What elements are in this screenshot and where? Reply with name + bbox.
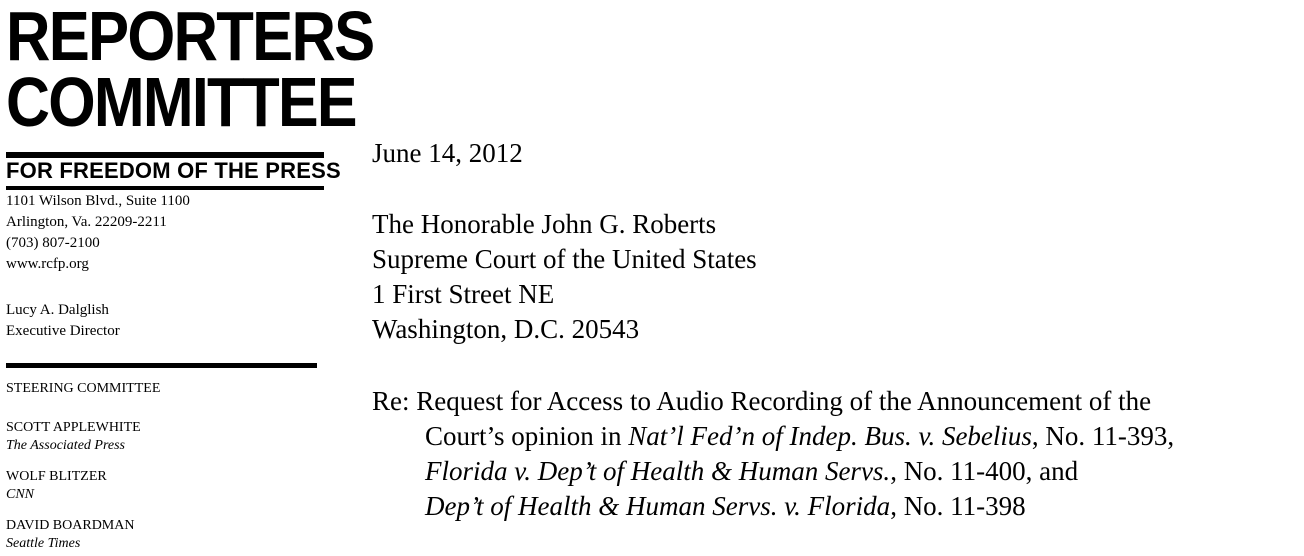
re-line-4 <box>372 489 1174 524</box>
case-number-2: , No. 11-400, and <box>890 456 1079 486</box>
recipient-name: The Honorable John G. Roberts <box>372 209 717 239</box>
member-name: DAVID BOARDMAN <box>6 518 135 533</box>
re-line-1 <box>372 384 1174 419</box>
address-phone: (703) 807-2100 <box>6 235 100 251</box>
case-name-1: Nat’l Fed’n of Indep. Bus. v. Sebelius <box>628 421 1032 451</box>
executive-director <box>6 300 326 342</box>
member-org: The Associated Press <box>6 438 125 453</box>
letter-date: June 14, 2012 <box>372 138 523 168</box>
logo-tagline: FOR FREEDOM OF THE PRESS <box>6 158 341 183</box>
recipient-court: Supreme Court of the United States <box>372 244 757 274</box>
case-number-3: , No. 11-398 <box>890 491 1026 521</box>
steering-member <box>6 419 141 455</box>
member-org: Seattle Times <box>6 536 81 551</box>
re-line-3 <box>372 454 1174 489</box>
steering-committee-heading: STEERING COMMITTEE <box>6 381 161 396</box>
recipient-street: 1 First Street NE <box>372 279 555 309</box>
recipient-city: Washington, D.C. 20543 <box>372 314 640 344</box>
re-subject: Request for Access to Audio Recording of the Announcement of the <box>416 386 1152 416</box>
case-name-3: Dep’t of Health & Human Servs. v. Florida <box>425 491 891 521</box>
case-number-1: , No. 11-393, <box>1031 421 1175 451</box>
member-name: WOLF BLITZER <box>6 469 107 484</box>
member-org: CNN <box>6 487 35 502</box>
director-title: Executive Director <box>6 323 120 339</box>
re-line-2 <box>372 419 1174 454</box>
rcfp-logo <box>6 0 374 183</box>
logo-line-reporters: REPORTERS <box>6 0 374 75</box>
address-street: 1101 Wilson Blvd., Suite 1100 <box>6 193 190 209</box>
logo-line-committee: COMMITTEE <box>6 63 356 141</box>
address-website: www.rcfp.org <box>6 256 89 272</box>
re-label: Re: <box>372 386 410 416</box>
case-name-2: Florida v. Dep’t of Health & Human Servs. <box>425 456 891 486</box>
member-name: SCOTT APPLEWHITE <box>6 420 141 435</box>
organization-address <box>6 191 326 275</box>
re-text: Court’s opinion in <box>425 421 629 451</box>
logo-rule-bottom <box>6 186 324 190</box>
steering-member <box>6 468 107 504</box>
recipient-address <box>372 207 757 347</box>
director-name: Lucy A. Dalglish <box>6 302 109 318</box>
steering-divider <box>6 363 317 368</box>
address-city: Arlington, Va. 22209-2211 <box>6 214 167 230</box>
re-line <box>372 384 1174 524</box>
steering-member <box>6 517 134 553</box>
